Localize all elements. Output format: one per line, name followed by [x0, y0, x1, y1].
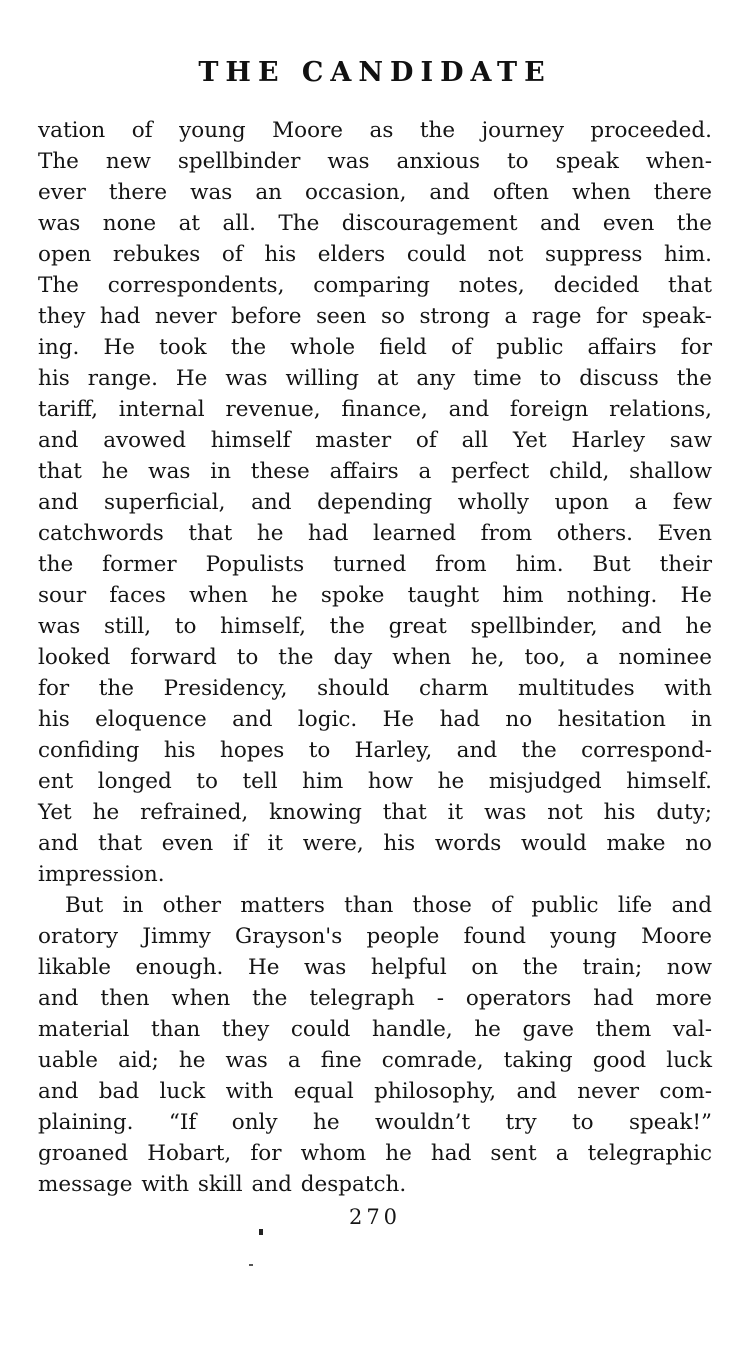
text-line: ent longed to tell him how he misjudged himself.	[38, 769, 712, 794]
text-line: and bad luck with equal philosophy, and never com-	[38, 1079, 712, 1104]
text-line: ing. He took the whole field of public affairs for	[38, 335, 712, 360]
text-line: and superficial, and depending wholly upon a few	[38, 490, 712, 515]
text-line: sour faces when he spoke taught him nothing. He	[38, 583, 712, 608]
page-number: 270	[348, 1205, 402, 1229]
text-line: his range. He was willing at any time to discuss the	[38, 366, 712, 391]
running-head: THE CANDIDATE	[198, 57, 552, 88]
text-line: oratory Jimmy Grayson's people found young Moore	[38, 924, 712, 949]
text-line: groaned Hobart, for whom he had sent a telegraphic	[38, 1141, 712, 1166]
text-line: that he was in these affairs a perfect child, shallow	[38, 459, 712, 484]
text-line: vation of young Moore as the journey proceeded.	[38, 118, 712, 143]
text-line: and then when the telegraph - operators had more	[38, 986, 712, 1011]
text-line: impression.	[38, 862, 165, 887]
text-line: and avowed himself master of all Yet Harley saw	[38, 428, 712, 453]
text-line: tariff, internal revenue, finance, and foreign relations,	[38, 397, 712, 422]
text-line: material than they could handle, he gave them val-	[38, 1017, 712, 1042]
body-text	[38, 115, 712, 1200]
text-line: ever there was an occasion, and often when there	[38, 180, 712, 205]
text-line: his eloquence and logic. He had no hesitation in	[38, 707, 712, 732]
text-line: catchwords that he had learned from others. Even	[38, 521, 712, 546]
text-line: for the Presidency, should charm multitudes with	[38, 676, 712, 701]
text-line: uable aid; he was a fine comrade, taking good luck	[38, 1048, 712, 1073]
text-line: The new spellbinder was anxious to speak when-	[38, 149, 712, 174]
text-line: and that even if it were, his words would make no	[38, 831, 712, 856]
text-line: was still, to himself, the great spellbinder, and he	[38, 614, 712, 639]
text-line: likable enough. He was helpful on the train; now	[38, 955, 712, 980]
text-line: the former Populists turned from him. But their	[38, 552, 712, 577]
text-line: confiding his hopes to Harley, and the correspond-	[38, 738, 712, 763]
text-line: plaining. “If only he wouldn’t try to speak!”	[38, 1110, 712, 1135]
scan-speck	[259, 1229, 263, 1235]
paragraph-1	[38, 115, 712, 890]
scan-speck	[249, 1264, 253, 1266]
text-line: they had never before seen so strong a rage for speak-	[38, 304, 712, 329]
text-line: Yet he refrained, knowing that it was not his duty;	[38, 800, 712, 825]
paragraph-2	[38, 890, 712, 1200]
text-line: was none at all. The discouragement and even the	[38, 211, 712, 236]
text-line: But in other matters than those of public life and	[65, 893, 712, 918]
text-line: open rebukes of his elders could not suppress him.	[38, 242, 712, 267]
text-line: looked forward to the day when he, too, a nominee	[38, 645, 712, 670]
text-line: The correspondents, comparing notes, decided that	[38, 273, 712, 298]
text-line: message with skill and despatch.	[38, 1172, 407, 1197]
